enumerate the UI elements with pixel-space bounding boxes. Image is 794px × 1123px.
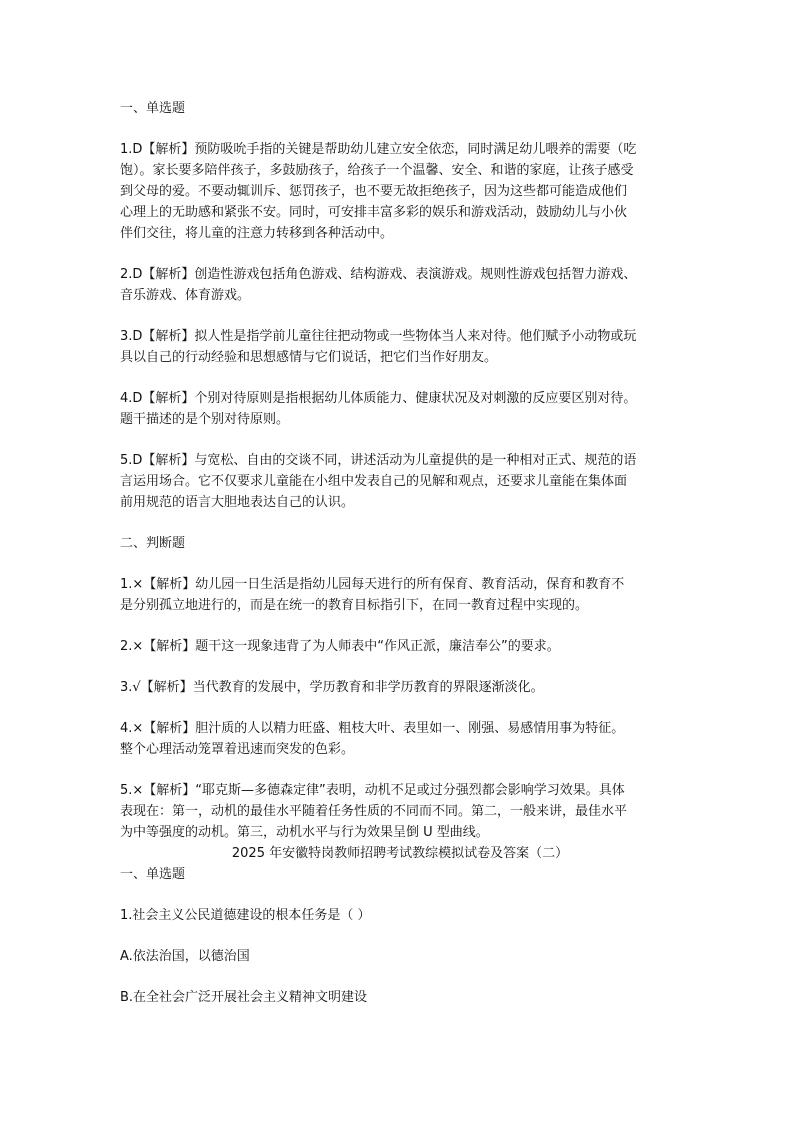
answer-item-1 — [120, 139, 680, 244]
section-heading-true-false: 二、判断题 — [120, 536, 186, 551]
answer-line: 伴们交往，将儿童的注意力转移到各种活动中。 — [120, 226, 394, 241]
answer-line: 1.D【解析】预防吸吮手指的关键是帮助幼儿建立安全依恋，同时满足幼儿喂养的需要（吃 — [120, 142, 637, 157]
answer-line: 2.D【解析】创造性游戏包括角色游戏、结构游戏、表演游戏。规则性游戏包括智力游戏、 — [120, 267, 637, 282]
answer-line: 音乐游戏、体育游戏。 — [120, 288, 251, 303]
answer-line: 3.√【解析】当代教育的发展中，学历教育和非学历教育的界限逐渐淡化。 — [120, 680, 544, 695]
answer-line: 言运用场合。它不仅要求儿童能在小组中发表自己的见解和观点，还要求儿童能在集体面 — [120, 474, 628, 489]
answer-line: 1.×【解析】幼儿园一日生活是指幼儿园每天进行的所有保育、教育活动，保育和教育不 — [120, 577, 625, 592]
answer-item-2 — [120, 264, 680, 306]
answer-line: 题干描述的是个别对待原则。 — [120, 412, 290, 427]
exam-title: 2025 年安徽特岗教师招聘考试教综模拟试卷及答案（二） — [231, 846, 569, 861]
answer-line: 心理上的无助感和紧张不安。同时，可安排丰富多彩的娱乐和游戏活动，鼓励幼儿与小伙 — [120, 205, 628, 220]
answer-line: 5.D【解析】与宽松、自由的交谈不同，讲述活动为儿童提供的是一种相对正式、规范的语 — [120, 453, 637, 468]
document-content — [120, 98, 680, 1008]
option-a: A.依法治国，以德治国 — [120, 949, 250, 964]
judgement-item-4 — [120, 718, 680, 760]
answer-line: 到父母的爱。不要动辄训斥、惩罚孩子，也不要无故拒绝孩子，因为这些都可能造成他们 — [120, 184, 628, 199]
answer-line: 4.D【解析】个别对待原则是指根据幼儿体质能力、健康状况及对刺激的反应要区别对待。 — [120, 391, 637, 406]
answer-line: 2.×【解析】题干这一现象违背了为人师表中“作风正派，廉洁奉公”的要求。 — [120, 639, 560, 654]
answer-line: 为中等强度的动机。第三，动机水平与行为效果呈倒 U 型曲线。 — [120, 825, 489, 840]
section-heading-single-choice-2: 一、单选题 — [120, 867, 186, 882]
answer-item-5 — [120, 450, 680, 513]
answer-line: 饱）。家长要多陪伴孩子，多鼓励孩子，给孩子一个温馨、安全、和谐的家庭，让孩子感受 — [120, 163, 634, 178]
section-heading-single-choice: 一、单选题 — [120, 101, 186, 116]
answer-line: 前用规范的语言大胆地表达自己的认识。 — [120, 495, 355, 510]
judgement-item-5 — [120, 780, 680, 843]
answer-line: 表现在：第一，动机的最佳水平随着任务性质的不同而不同。第二，一般来讲，最佳水平 — [120, 804, 628, 819]
answer-line: 整个心理活动笼罩着迅速而突发的色彩。 — [120, 742, 355, 757]
answer-line: 4.×【解析】胆汁质的人以精力旺盛、粗枝大叶、表里如一、刚强、易感情用事为特征。 — [120, 721, 625, 736]
judgement-item-1 — [120, 574, 680, 616]
answer-line: 是分别孤立地进行的，而是在统一的教育目标指引下，在同一教育过程中实现的。 — [120, 598, 589, 613]
answer-line: 5.×【解析】“耶克斯—多德森定律”表明，动机不足或过分强烈都会影响学习效果。具体 — [120, 783, 625, 798]
answer-item-4 — [120, 388, 680, 430]
judgement-item-3 — [120, 677, 680, 698]
answer-line: 3.D【解析】拟人性是指学前儿童往往把动物或一些物体当人来对待。他们赋予小动物或玩 — [120, 329, 637, 344]
answer-line: 具以自己的行动经验和思想感情与它们说话，把它们当作好朋友。 — [120, 350, 498, 365]
judgement-item-2 — [120, 636, 680, 657]
option-b: B.在全社会广泛开展社会主义精神文明建设 — [120, 990, 368, 1005]
question-1: 1.社会主义公民道德建设的根本任务是（ ） — [120, 908, 371, 923]
answer-item-3 — [120, 326, 680, 368]
